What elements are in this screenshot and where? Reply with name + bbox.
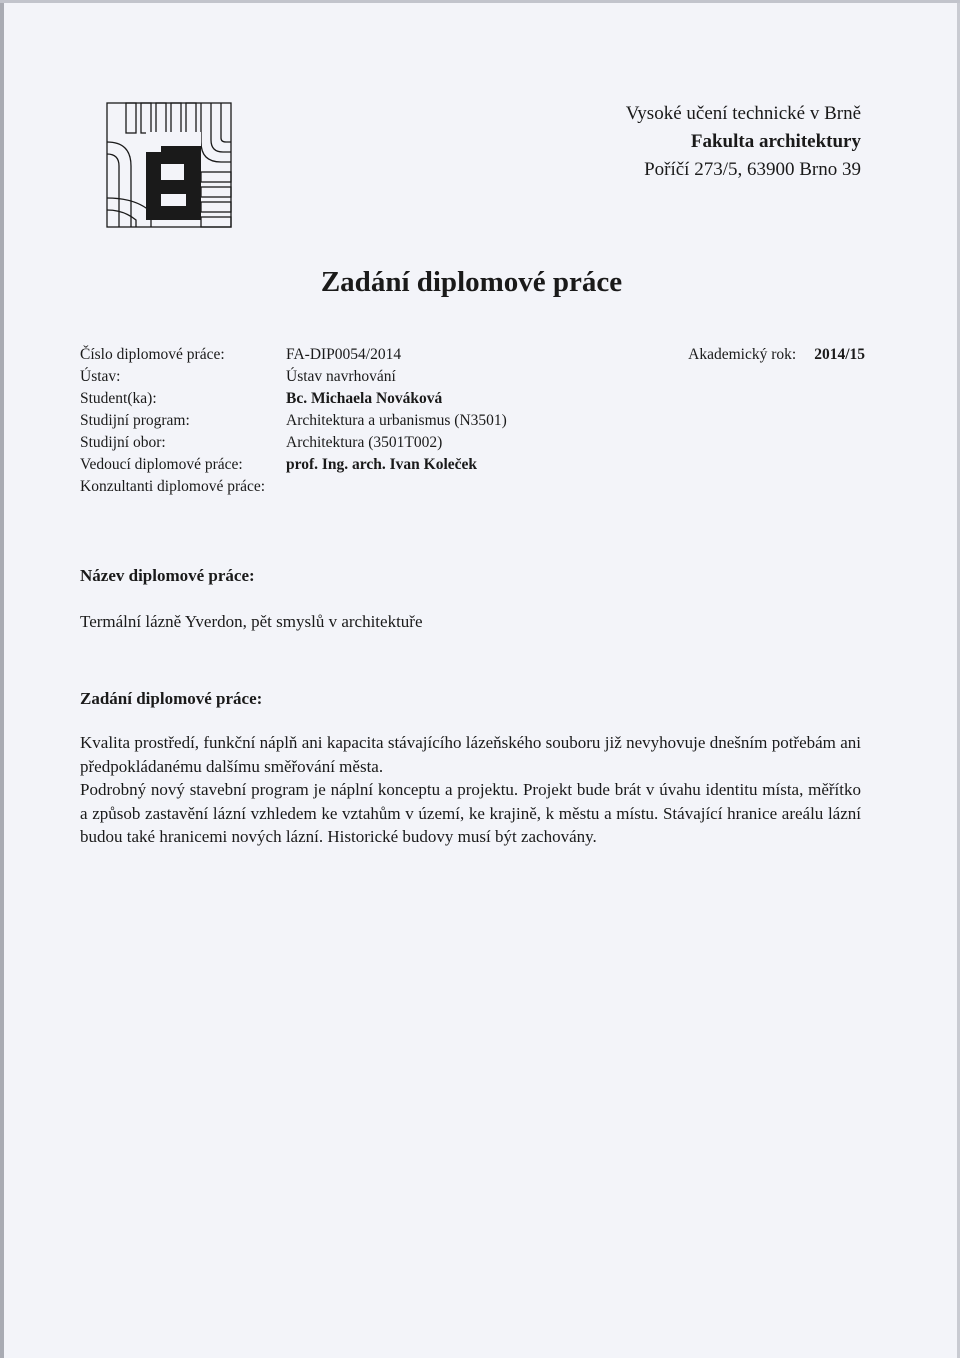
assignment-text xyxy=(80,731,861,849)
assignment-heading: Zadání diplomové práce: xyxy=(80,689,263,708)
institution-address: Poříčí 273/5, 63900 Brno 39 xyxy=(644,159,861,180)
info-label: Číslo diplomové práce: xyxy=(80,346,225,363)
faculty-logo-icon xyxy=(106,102,232,228)
faculty-name: Fakulta architektury xyxy=(690,131,861,152)
info-value: Ústav navrhování xyxy=(286,368,396,385)
institution-block xyxy=(626,100,861,184)
info-value: Architektura (3501T002) xyxy=(286,434,443,451)
info-value: prof. Ing. arch. Ivan Koleček xyxy=(286,456,478,473)
assignment-paragraph: Kvalita prostředí, funkční náplň ani kapacita stávajícího lázeňského souboru již nevyhovuje dnešním potřebám ani předpokládanému dalšímu směřování města. xyxy=(80,733,861,776)
thesis-name-heading: Název diplomové práce: xyxy=(80,566,255,585)
info-label: Konzultanti diplomové práce: xyxy=(80,478,266,495)
academic-year-value: 2014/15 xyxy=(814,346,865,363)
info-row-number xyxy=(80,344,865,366)
info-row-field xyxy=(80,432,865,454)
document-title: Zadání diplomové práce xyxy=(320,266,623,298)
info-row-student xyxy=(80,388,865,410)
info-label: Studijní obor: xyxy=(80,434,166,451)
thesis-info-table xyxy=(80,344,865,498)
info-value: Architektura a urbanismus (N3501) xyxy=(286,412,507,429)
assignment-paragraph: Podrobný nový stavební program je náplní konceptu a projektu. Projekt bude brát v úvahu identitu místa, měřítko a způsob zastavění lázní vzhledem ke vztahům v území, ke krajině, k městu a místu. Stávající hranice areálu lázní budou také hranicemi nových lázní. Historické budovy musí být zachovány. xyxy=(80,780,861,846)
info-row-program xyxy=(80,410,865,432)
scan-edge-left xyxy=(0,0,4,1358)
academic-year-label: Akademický rok: xyxy=(688,346,797,363)
info-row-department xyxy=(80,366,865,388)
academic-year xyxy=(688,344,865,366)
info-value: FA-DIP0054/2014 xyxy=(286,346,402,363)
info-label: Studijní program: xyxy=(80,412,190,429)
thesis-name-value: Termální lázně Yverdon, pět smyslů v architektuře xyxy=(80,612,423,631)
info-label: Student(ka): xyxy=(80,390,157,407)
info-row-supervisor xyxy=(80,454,865,476)
scan-edge-top xyxy=(0,0,960,3)
university-name: Vysoké učení technické v Brně xyxy=(625,103,861,124)
info-label: Vedoucí diplomové práce: xyxy=(80,456,243,473)
info-row-consultants xyxy=(80,476,865,498)
info-value: Bc. Michaela Nováková xyxy=(286,390,443,407)
info-label: Ústav: xyxy=(80,368,121,385)
